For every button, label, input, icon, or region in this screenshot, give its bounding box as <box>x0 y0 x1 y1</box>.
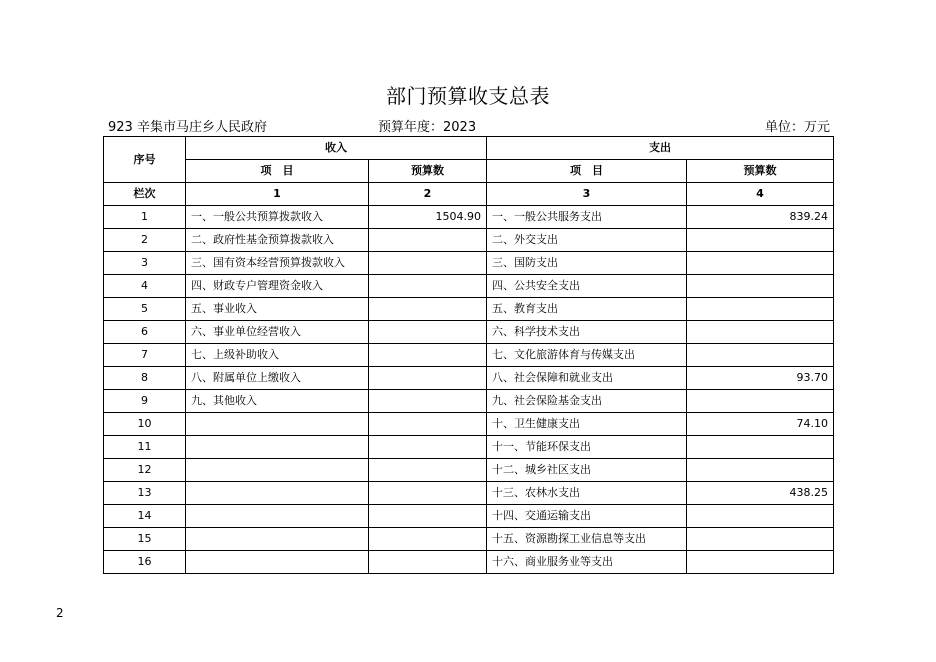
income-item-cell: 八、附属单位上缴收入 <box>186 367 369 390</box>
income-item-cell: 四、财政专户管理资金收入 <box>186 275 369 298</box>
table-row <box>104 252 834 275</box>
unit-name: 923 辛集市马庄乡人民政府 <box>108 120 267 135</box>
expense-item-cell: 十四、交通运输支出 <box>487 505 687 528</box>
row-number: 15 <box>104 528 186 551</box>
income-amount-cell <box>369 252 487 275</box>
income-amount-cell <box>369 367 487 390</box>
row-number: 11 <box>104 436 186 459</box>
income-item-cell <box>186 528 369 551</box>
expense-item-header: 项 目 <box>487 160 687 183</box>
expense-item-cell: 二、外交支出 <box>487 229 687 252</box>
expense-amount-cell <box>687 321 834 344</box>
income-item-cell: 二、政府性基金预算拨款收入 <box>186 229 369 252</box>
expense-item-cell: 四、公共安全支出 <box>487 275 687 298</box>
expense-amount-cell <box>687 252 834 275</box>
table-header <box>104 137 834 206</box>
income-amount-cell <box>369 413 487 436</box>
table-row <box>104 436 834 459</box>
income-amount-cell <box>369 321 487 344</box>
income-amount-cell <box>369 275 487 298</box>
row-number: 9 <box>104 390 186 413</box>
expense-amount-cell <box>687 298 834 321</box>
table-row <box>104 344 834 367</box>
row-number: 2 <box>104 229 186 252</box>
income-amount-header: 预算数 <box>369 160 487 183</box>
income-item-cell <box>186 551 369 574</box>
income-item-cell: 一、一般公共预算拨款收入 <box>186 206 369 229</box>
income-amount-cell <box>369 436 487 459</box>
income-header: 收入 <box>186 137 487 160</box>
row-number: 10 <box>104 413 186 436</box>
expense-item-cell: 七、文化旅游体育与传媒支出 <box>487 344 687 367</box>
income-item-header: 项 目 <box>186 160 369 183</box>
expense-amount-cell <box>687 344 834 367</box>
seq-header: 序号 <box>104 137 186 183</box>
column-label: 栏次 <box>104 183 186 206</box>
table-row <box>104 505 834 528</box>
expense-amount-cell <box>687 436 834 459</box>
expense-item-cell: 六、科学技术支出 <box>487 321 687 344</box>
row-number: 5 <box>104 298 186 321</box>
income-item-cell <box>186 413 369 436</box>
page-title: 部门预算收支总表 <box>386 84 550 108</box>
expense-item-cell: 十三、农林水支出 <box>487 482 687 505</box>
row-number: 7 <box>104 344 186 367</box>
column-number-2: 2 <box>369 183 487 206</box>
table-row <box>104 275 834 298</box>
expense-amount-cell <box>687 229 834 252</box>
table-row <box>104 413 834 436</box>
income-item-cell: 六、事业单位经营收入 <box>186 321 369 344</box>
income-item-cell: 三、国有资本经营预算拨款收入 <box>186 252 369 275</box>
column-number-4: 4 <box>687 183 834 206</box>
income-amount-cell <box>369 482 487 505</box>
expense-item-cell: 十、卫生健康支出 <box>487 413 687 436</box>
row-number: 3 <box>104 252 186 275</box>
income-amount-cell <box>369 551 487 574</box>
table-row <box>104 206 834 229</box>
table-row <box>104 390 834 413</box>
expense-amount-cell <box>687 528 834 551</box>
row-number: 8 <box>104 367 186 390</box>
expense-item-cell: 三、国防支出 <box>487 252 687 275</box>
income-amount-cell <box>369 298 487 321</box>
income-item-cell <box>186 505 369 528</box>
expense-amount-cell <box>687 551 834 574</box>
income-item-cell <box>186 482 369 505</box>
currency-unit: 单位：万元 <box>764 120 830 135</box>
page-number: 2 <box>56 606 64 620</box>
budget-year: 预算年度：2023 <box>378 120 477 135</box>
expense-amount-cell <box>687 275 834 298</box>
income-item-cell: 九、其他收入 <box>186 390 369 413</box>
income-item-cell <box>186 436 369 459</box>
table-row <box>104 321 834 344</box>
row-number: 13 <box>104 482 186 505</box>
expense-amount-cell: 93.70 <box>687 367 834 390</box>
row-number: 4 <box>104 275 186 298</box>
table-row <box>104 528 834 551</box>
expense-amount-cell <box>687 459 834 482</box>
income-item-cell: 七、上级补助收入 <box>186 344 369 367</box>
income-amount-cell <box>369 459 487 482</box>
income-item-cell <box>186 459 369 482</box>
expense-item-cell: 八、社会保障和就业支出 <box>487 367 687 390</box>
expense-amount-cell: 438.25 <box>687 482 834 505</box>
income-amount-cell: 1504.90 <box>369 206 487 229</box>
expense-amount-header: 预算数 <box>687 160 834 183</box>
expense-amount-cell <box>687 505 834 528</box>
table-row <box>104 551 834 574</box>
income-amount-cell <box>369 344 487 367</box>
table-row <box>104 459 834 482</box>
row-number: 16 <box>104 551 186 574</box>
income-amount-cell <box>369 390 487 413</box>
budget-table <box>103 136 834 574</box>
expense-header: 支出 <box>487 137 834 160</box>
income-item-cell: 五、事业收入 <box>186 298 369 321</box>
row-number: 1 <box>104 206 186 229</box>
row-number: 12 <box>104 459 186 482</box>
expense-item-cell: 十二、城乡社区支出 <box>487 459 687 482</box>
expense-amount-cell <box>687 390 834 413</box>
expense-item-cell: 十一、节能环保支出 <box>487 436 687 459</box>
column-number-1: 1 <box>186 183 369 206</box>
column-number-3: 3 <box>487 183 687 206</box>
table-row <box>104 229 834 252</box>
expense-item-cell: 十五、资源勘探工业信息等支出 <box>487 528 687 551</box>
income-amount-cell <box>369 528 487 551</box>
table-row <box>104 482 834 505</box>
row-number: 6 <box>104 321 186 344</box>
income-amount-cell <box>369 505 487 528</box>
expense-item-cell: 五、教育支出 <box>487 298 687 321</box>
table-body <box>104 206 834 574</box>
expense-item-cell: 十六、商业服务业等支出 <box>487 551 687 574</box>
expense-item-cell: 一、一般公共服务支出 <box>487 206 687 229</box>
expense-amount-cell: 74.10 <box>687 413 834 436</box>
expense-item-cell: 九、社会保险基金支出 <box>487 390 687 413</box>
row-number: 14 <box>104 505 186 528</box>
expense-amount-cell: 839.24 <box>687 206 834 229</box>
table-row <box>104 367 834 390</box>
table-row <box>104 298 834 321</box>
income-amount-cell <box>369 229 487 252</box>
